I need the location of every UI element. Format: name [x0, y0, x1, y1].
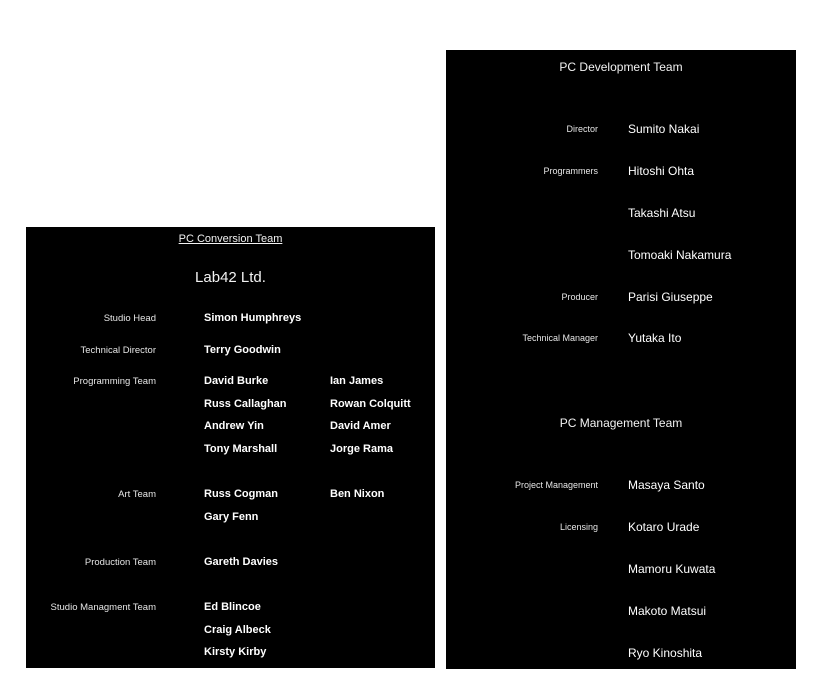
role-studio-head: Studio Head — [103, 313, 156, 324]
company-name: Lab42 Ltd. — [195, 269, 266, 286]
credit-name: Craig Albeck — [204, 624, 271, 636]
credit-name: Sumito Nakai — [628, 122, 700, 136]
role-programming-team: Programming Team — [73, 376, 156, 387]
credit-name: Russ Cogman — [204, 488, 278, 500]
role-programmers: Programmers — [543, 166, 598, 176]
credit-name: Kotaro Urade — [628, 520, 700, 534]
pc-management-team-title: PC Management Team — [559, 416, 683, 430]
role-licensing: Licensing — [559, 522, 598, 532]
credit-name: David Amer — [330, 420, 391, 432]
credit-name: Kirsty Kirby — [204, 646, 267, 658]
credit-name: Makoto Matsui — [628, 604, 707, 618]
credit-name: Masaya Santo — [628, 478, 705, 492]
credit-name: Parisi Giuseppe — [628, 290, 713, 304]
credit-name: Mamoru Kuwata — [628, 562, 716, 576]
role-art-team: Art Team — [118, 489, 156, 500]
role-production-team: Production Team — [84, 557, 156, 568]
pc-conversion-credits-panel — [26, 227, 435, 668]
credit-name: Ed Blincoe — [204, 601, 261, 613]
credit-name: David Burke — [204, 375, 269, 387]
credit-name: Gary Fenn — [204, 511, 259, 523]
credit-name: Ryo Kinoshita — [628, 646, 703, 660]
credit-name: Simon Humphreys — [204, 312, 302, 324]
credit-name: Takashi Atsu — [628, 206, 696, 220]
role-producer: Producer — [561, 292, 598, 302]
credit-name: Russ Callaghan — [204, 398, 287, 410]
pc-development-credits-panel — [446, 50, 796, 669]
role-studio-management-team: Studio Managment Team — [50, 602, 156, 613]
credit-name: Andrew Yin — [204, 420, 264, 432]
credit-name: Tomoaki Nakamura — [628, 248, 732, 262]
credit-name: Rowan Colquitt — [330, 398, 411, 410]
role-technical-director: Technical Director — [80, 345, 156, 356]
credit-name: Hitoshi Ohta — [628, 164, 695, 178]
credit-name: Terry Goodwin — [204, 344, 281, 356]
credit-name: Gareth Davies — [204, 556, 278, 568]
pc-development-team-title: PC Development Team — [559, 60, 683, 74]
credit-name: Ben Nixon — [330, 488, 385, 500]
role-technical-manager: Technical Manager — [522, 333, 598, 343]
credit-name: Ian James — [330, 375, 384, 387]
pc-conversion-team-title: PC Conversion Team — [178, 233, 283, 245]
role-director: Director — [566, 124, 598, 134]
credit-name: Tony Marshall — [204, 443, 278, 455]
credit-name: Jorge Rama — [330, 443, 393, 455]
role-project-management: Project Management — [514, 480, 598, 490]
credit-name: Yutaka Ito — [628, 331, 682, 345]
